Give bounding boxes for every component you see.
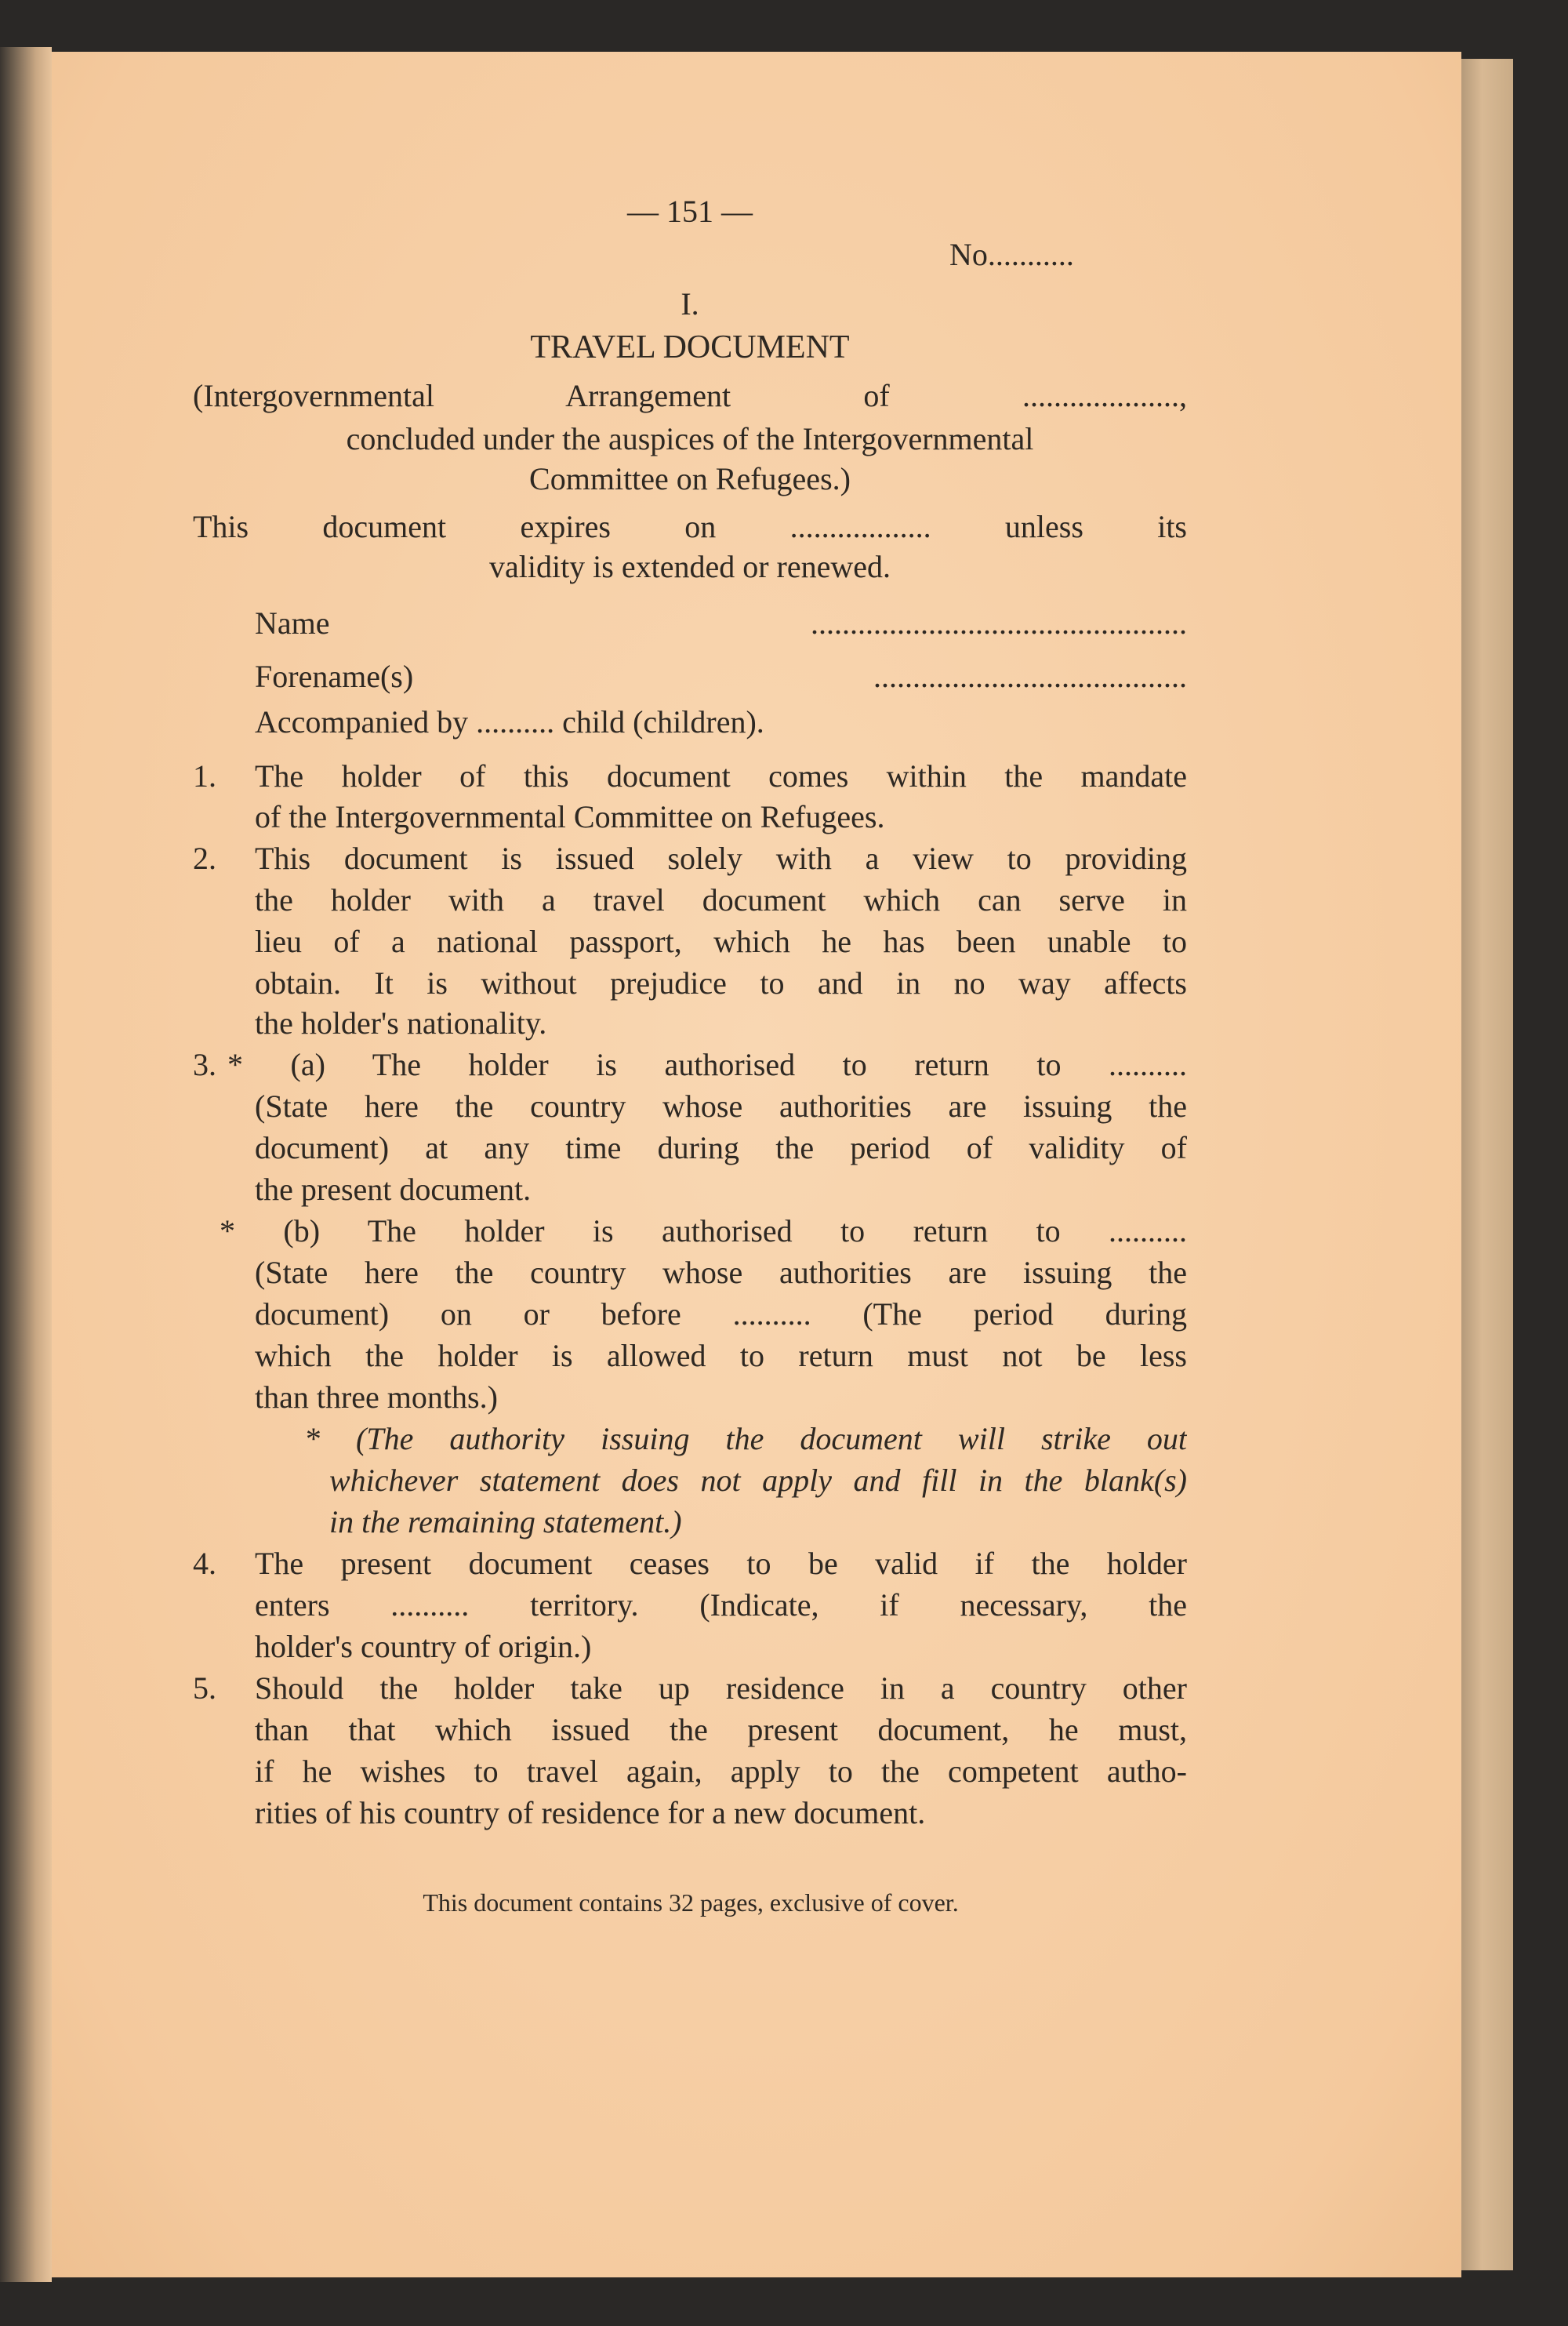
- item-number: 5.: [193, 1670, 216, 1706]
- item-number: 2.: [193, 841, 216, 876]
- expiry-line: This document expires on .................. unless its: [193, 509, 1187, 544]
- item-number: 1.: [193, 758, 216, 794]
- document-number-field: No...........: [949, 237, 1074, 272]
- item-line: rities of his country of residence for a new document.: [255, 1795, 926, 1830]
- note-line: in the remaining statement.): [329, 1504, 682, 1539]
- item-line: Should the holder take up residence in a country other: [255, 1670, 1187, 1706]
- item-line: than that which issued the present document, he must,: [255, 1712, 1187, 1747]
- item-line: * (a) The holder is authorised to return to ..........: [227, 1047, 1187, 1082]
- item-line: obtain. It is without prejudice to and in no way affects: [255, 965, 1187, 1001]
- item-line: document) on or before .......... (The period during: [255, 1296, 1187, 1332]
- document-title: TRAVEL DOCUMENT: [530, 329, 850, 365]
- intro-line: concluded under the auspices of the Intergovernmental: [346, 421, 1034, 456]
- page-stack-edge: [1461, 59, 1513, 2270]
- item-line: holder's country of origin.): [255, 1629, 592, 1664]
- item-line: The present document ceases to be valid if the holder: [255, 1546, 1187, 1581]
- note-line: whichever statement does not apply and fill in the blank(s): [329, 1463, 1187, 1498]
- intro-line: Committee on Refugees.): [529, 461, 851, 496]
- item-line: if he wishes to travel again, apply to the competent autho-: [255, 1754, 1187, 1789]
- expiry-line: validity is extended or renewed.: [488, 549, 891, 584]
- item-line: This document is issued solely with a view to providing: [255, 841, 1187, 876]
- name-field: Name ................................................: [255, 605, 1187, 641]
- item-number: 4.: [193, 1546, 216, 1581]
- item-line: the present document.: [255, 1172, 532, 1207]
- item-line: enters .......... territory. (Indicate, if necessary, the: [255, 1587, 1187, 1623]
- item-line: * (b) The holder is authorised to return to ..........: [220, 1213, 1187, 1248]
- accompanied-field: Accompanied by .......... child (children).: [255, 704, 764, 740]
- item-line: (State here the country whose authorities are issuing the: [255, 1088, 1187, 1124]
- forenames-field: Forename(s) ........................................: [255, 659, 1187, 694]
- left-page-edge: [0, 47, 52, 2282]
- item-line: the holder's nationality.: [255, 1005, 547, 1041]
- intro-line: (Intergovernmental Arrangement of ....................,: [193, 378, 1187, 413]
- item-number: 3.: [193, 1047, 216, 1082]
- item-line: (State here the country whose authorities are issuing the: [255, 1255, 1187, 1290]
- item-line: which the holder is allowed to return must not be less: [255, 1338, 1187, 1373]
- section-number: I.: [681, 286, 699, 322]
- item-line: the holder with a travel document which can serve in: [255, 882, 1187, 918]
- item-line: than three months.): [255, 1379, 498, 1415]
- item-line: of the Intergovernmental Committee on Refugees.: [255, 799, 885, 834]
- item-line: lieu of a national passport, which he has been unable to: [255, 924, 1187, 959]
- item-line: document) at any time during the period of validity of: [255, 1130, 1187, 1165]
- note-line: * (The authority issuing the document will strike out: [304, 1421, 1187, 1456]
- item-line: The holder of this document comes within the mandate: [255, 758, 1187, 794]
- page-number: — 151 —: [627, 194, 753, 229]
- page-count-footer: This document contains 32 pages, exclusive of cover.: [423, 1888, 959, 1917]
